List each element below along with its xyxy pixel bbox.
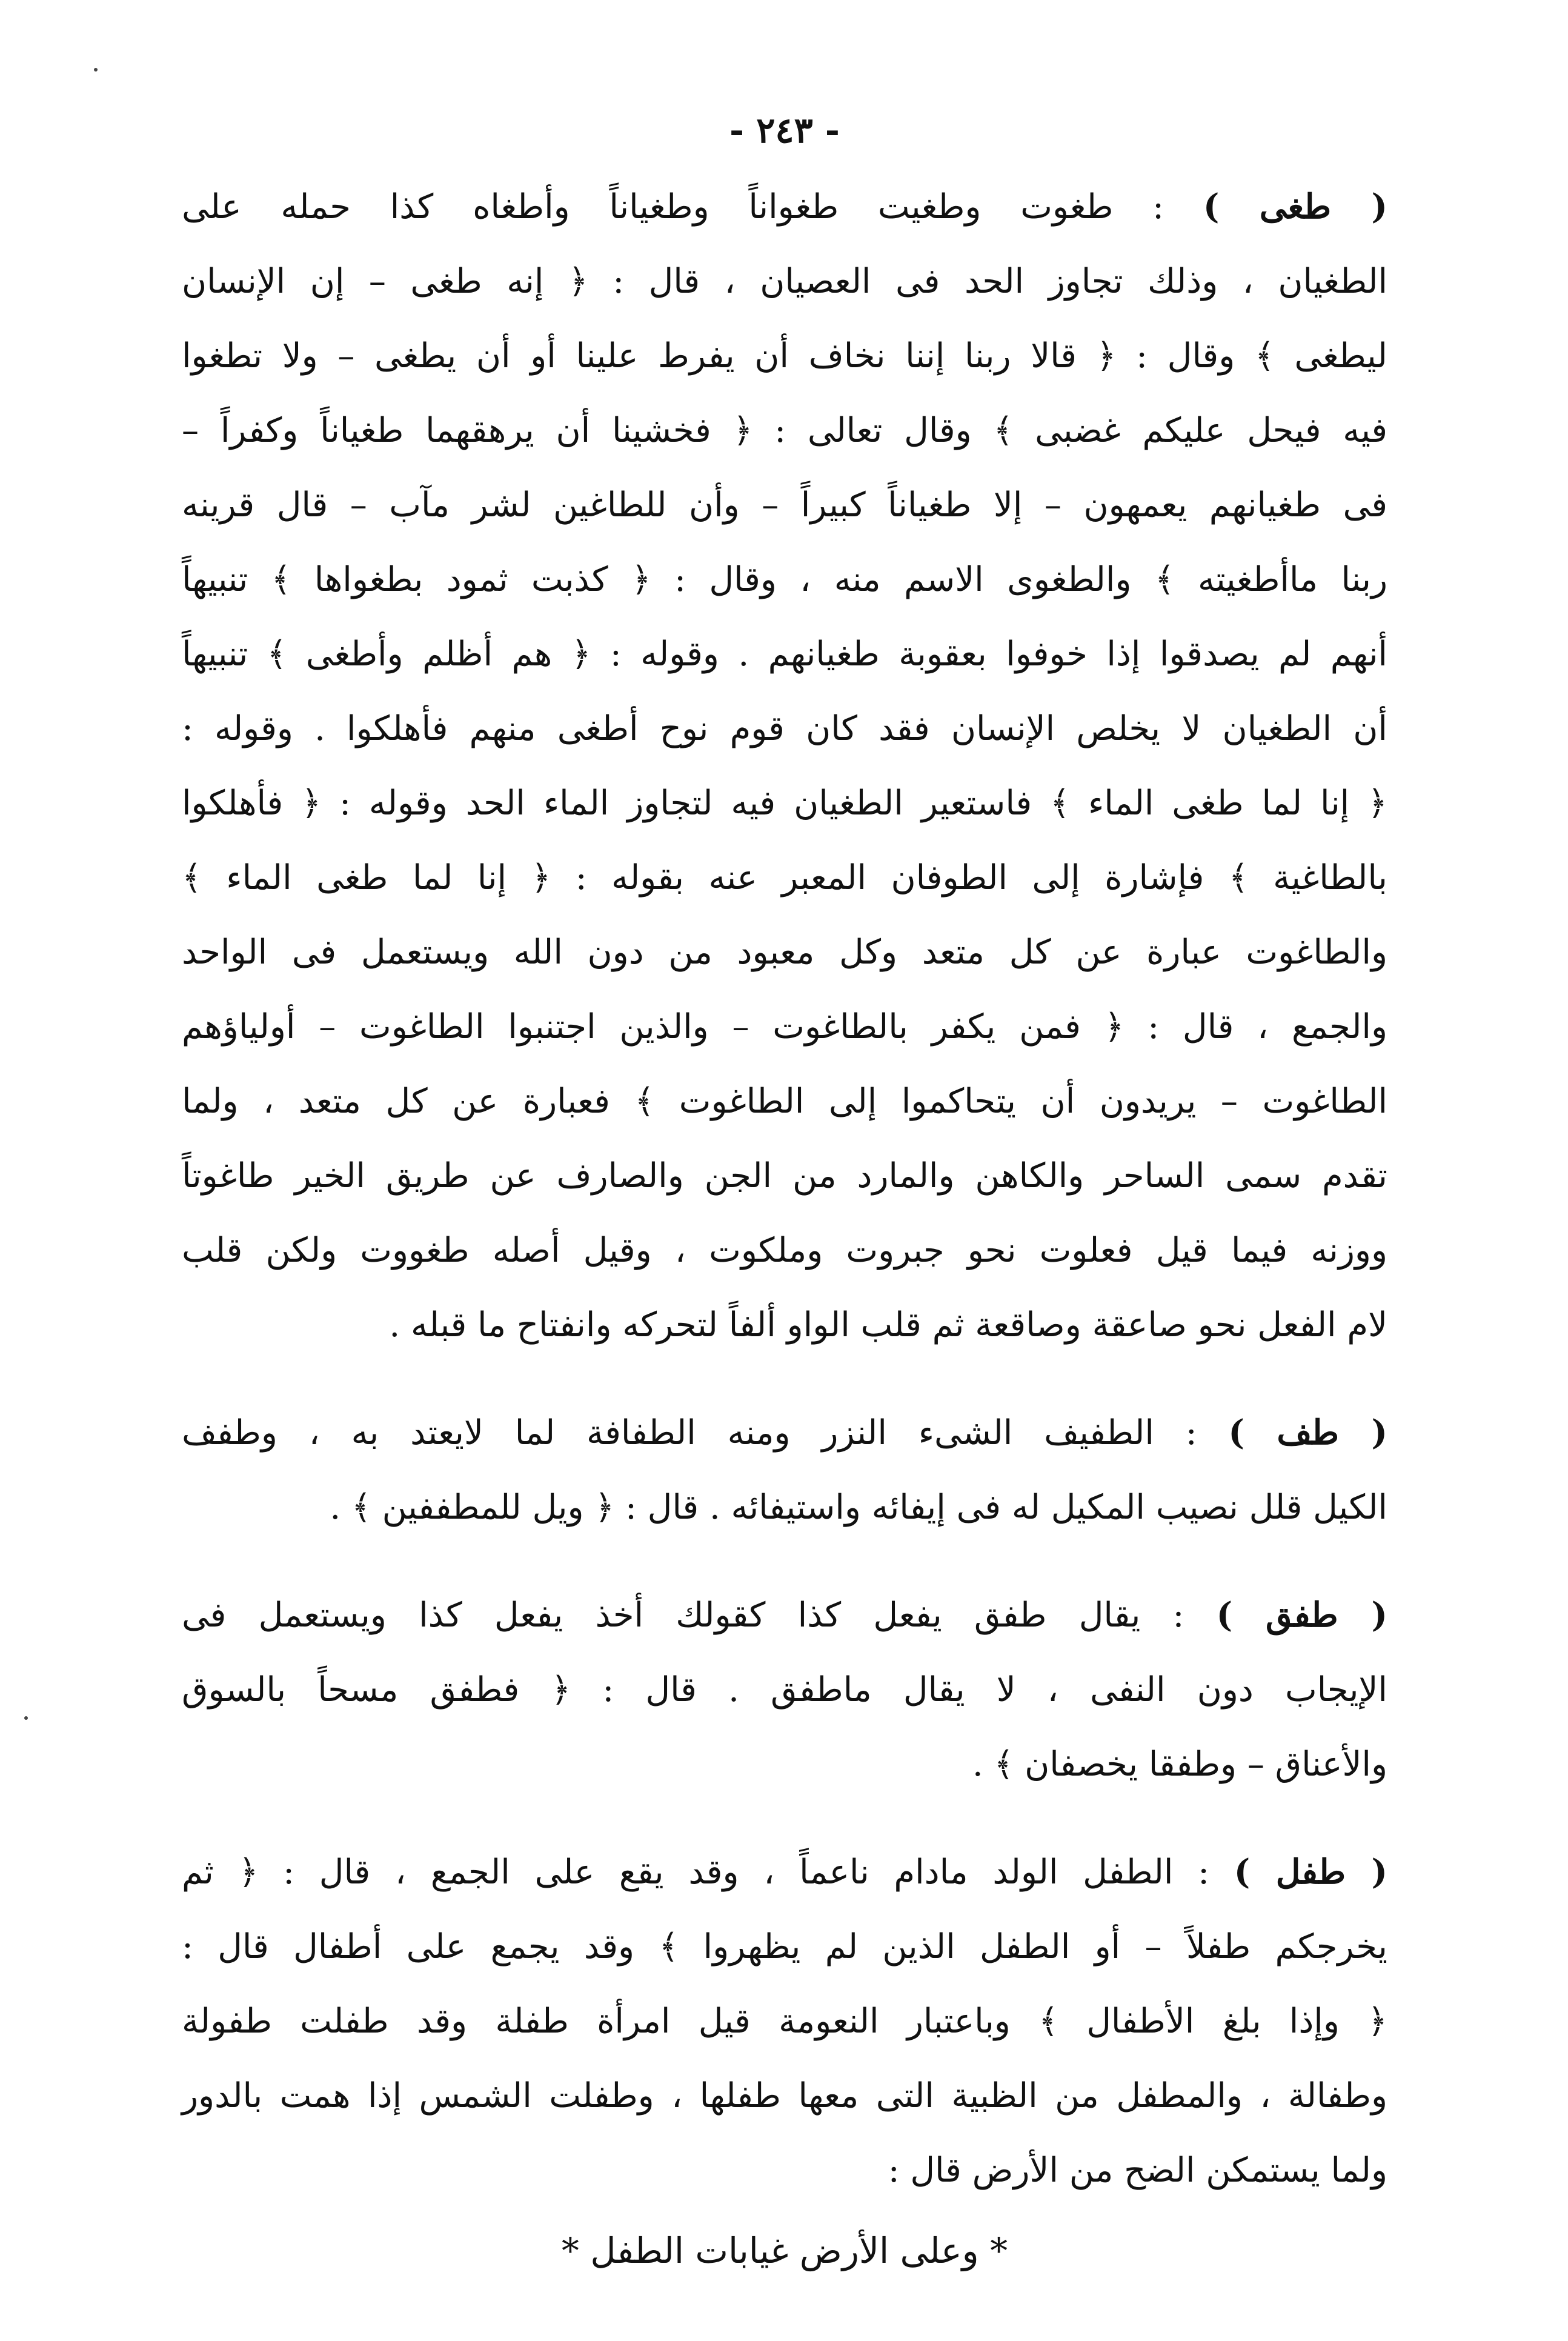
entry-line: ليطغى ﴾ وقال : ﴿ قالا ربنا إننا نخاف أن يفرط علينا أو أن يطغى – ولا تطغوا bbox=[182, 336, 1387, 376]
entry-line: أن الطغيان لا يخلص الإنسان فقد كان قوم نوح أطغى منهم فأهلكوا . وقوله : bbox=[182, 709, 1387, 748]
entry-line: ووزنه فيما قيل فعلوت نحو جبروت وملكوت ، وقيل أصله طغووت ولكن قلب bbox=[182, 1231, 1387, 1270]
entry-line: أنهم لم يصدقوا إذا خوفوا بعقوبة طغيانهم . وقوله : ﴿ هم أظلم وأطغى ﴾ تنبيهاً bbox=[182, 634, 1387, 674]
entry-head: ( طفق ) bbox=[1216, 1595, 1387, 1635]
entry-tafiqa bbox=[182, 1578, 1387, 1802]
entry-line bbox=[182, 1835, 1387, 1910]
entry-line: فى طغيانهم يعمهون – إلا طغياناً كبيراً – وأن للطاغين لشر مآب – قال قرينه bbox=[182, 485, 1387, 525]
entry-line: فيه فيحل عليكم غضبى ﴾ وقال تعالى : ﴿ فخشينا أن يرهقهما طغياناً وكفراً – bbox=[182, 411, 1387, 450]
entry-line bbox=[182, 1396, 1387, 1470]
entry-head: ( طغى ) bbox=[1203, 187, 1387, 227]
entry-line: ربنا ماأطغيته ﴾ والطغوى الاسم منه ، وقال : ﴿ كذبت ثمود بطغواها ﴾ تنبيهاً bbox=[182, 560, 1387, 599]
entry-line: بالطاغية ﴾ فإشارة إلى الطوفان المعبر عنه بقوله : ﴿ إنا لما طغى الماء ﴾ bbox=[182, 858, 1387, 897]
entry-taff bbox=[182, 1396, 1387, 1545]
entry-line: ﴿ إنا لما طغى الماء ﴾ فاستعير الطغيان فيه لتجاوز الماء الحد وقوله : ﴿ فأهلكوا bbox=[182, 784, 1387, 823]
entry-line: ولما يستمكن الضح من الأرض قال : bbox=[888, 2151, 1387, 2190]
entry-line: ﴿ وإذا بلغ الأطفال ﴾ وباعتبار النعومة قيل امرأة طفلة وقد طفلت طفولة bbox=[182, 2002, 1387, 2041]
entry-line: الطغيان ، وذلك تجاوز الحد فى العصيان ، قال : ﴿ إنه طغى – إن الإنسان bbox=[182, 262, 1388, 301]
entry-head: ( طف ) bbox=[1228, 1413, 1387, 1453]
entry-line: يخرجكم طفلاً – أو الطفل الذين لم يظهروا ﴾ وقد يجمع على أطفال قال : bbox=[182, 1927, 1387, 1966]
entry-line: والطاغوت عبارة عن كل متعد وكل معبود من دون الله ويستعمل فى الواحد bbox=[182, 933, 1387, 972]
entry-line bbox=[182, 1578, 1387, 1653]
entry-tifl bbox=[182, 1835, 1387, 2288]
page-number: - ٢٤٣ - bbox=[729, 110, 840, 151]
scan-speck bbox=[94, 68, 98, 72]
entry-text: : يقال طفق يفعل كذا كقولك أخذ يفعل كذا ويستعمل فى bbox=[182, 1596, 1184, 1635]
entry-line: الإيجاب دون النفى ، لا يقال ماطفق . قال : ﴿ فطفق مسحاً بالسوق bbox=[182, 1670, 1387, 1710]
entry-line: والأعناق – وطفقا يخصفان ﴾ . bbox=[972, 1745, 1387, 1784]
scan-speck bbox=[24, 1716, 28, 1720]
entry-text: : الطفل الولد مادام ناعماً ، وقد يقع على الجمع ، قال : ﴿ ثم bbox=[182, 1853, 1210, 1892]
entry-line: والجمع ، قال : ﴿ فمن يكفر بالطاغوت – والذين اجتنبوا الطاغوت – أولياؤهم bbox=[182, 1007, 1387, 1047]
entry-line: لام الفعل نحو صاعقة وصاقعة ثم قلب الواو ألفاً لتحركه وانفتاح ما قبله . bbox=[389, 1305, 1387, 1345]
entry-tagha bbox=[182, 170, 1387, 1362]
verse-quote: * وعلى الأرض غيابات الطفل * bbox=[561, 2230, 1008, 2271]
document-page bbox=[182, 103, 1387, 2322]
entry-line: الطاغوت – يريدون أن يتحاكموا إلى الطاغوت ﴾ فعبارة عن كل متعد ، ولما bbox=[182, 1082, 1388, 1121]
entry-line bbox=[182, 170, 1387, 244]
entry-line: تقدم سمى الساحر والكاهن والمارد من الجن والصارف عن طريق الخير طاغوتاً bbox=[182, 1156, 1387, 1196]
entry-line: وطفالة ، والمطفل من الظبية التى معها طفلها ، وطفلت الشمس إذا همت بالدور bbox=[182, 2076, 1387, 2116]
entry-line: الكيل قلل نصيب المكيل له فى إيفائه واستيفائه . قال : ﴿ ويل للمطففين ﴾ . bbox=[330, 1488, 1387, 1527]
entry-text: : طغوت وطغيت طغواناً وطغياناً وأطغاه كذا حمله على bbox=[182, 187, 1164, 227]
entry-text: : الطفيف الشىء النزر ومنه الطفافة لما لايعتد به ، وطفف bbox=[182, 1413, 1197, 1453]
entry-head: ( طفل ) bbox=[1234, 1852, 1387, 1892]
